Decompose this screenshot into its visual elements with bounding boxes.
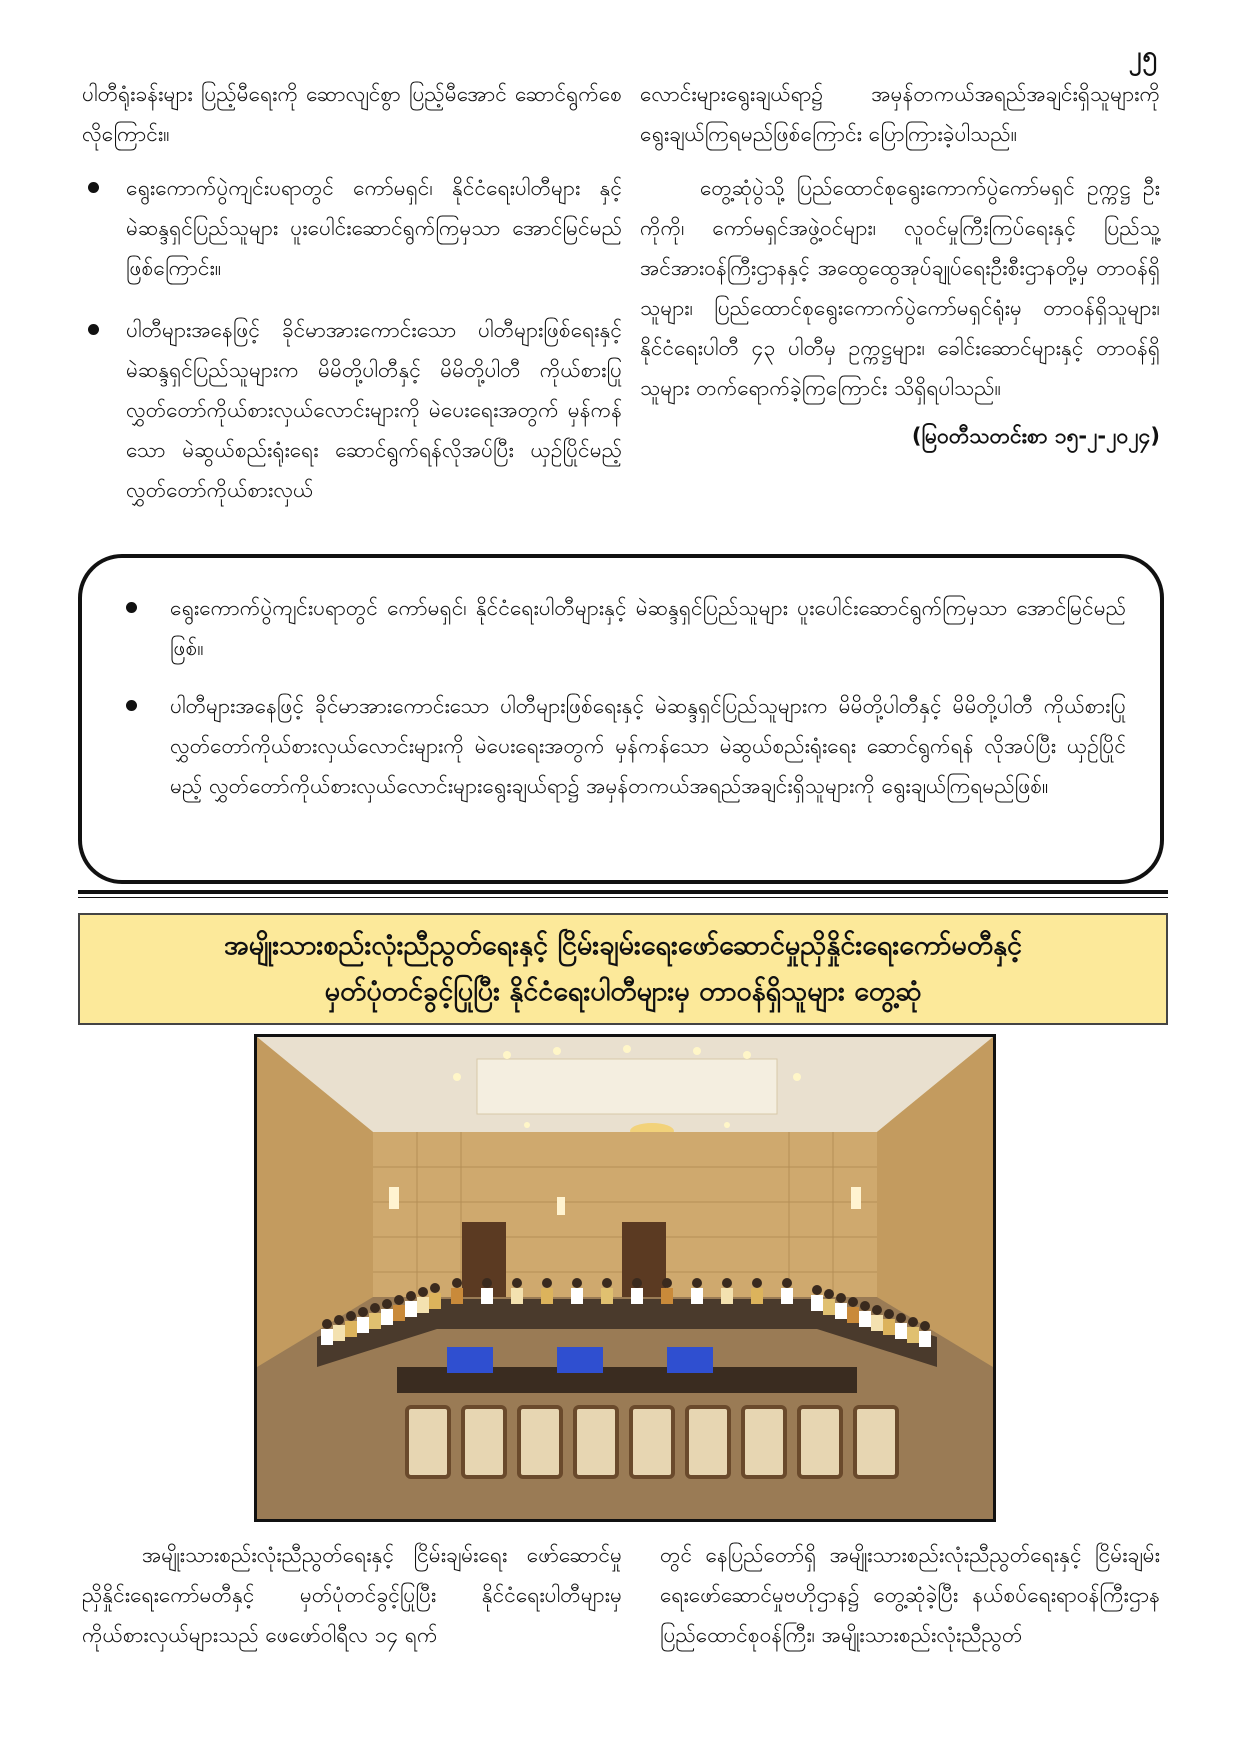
summary-list — [116, 588, 1126, 806]
person-body — [601, 1288, 613, 1304]
left-column — [82, 74, 622, 532]
person-head — [418, 1287, 428, 1297]
wall-lamp — [851, 1187, 861, 1209]
person-head — [322, 1319, 332, 1329]
person-body — [357, 1317, 369, 1333]
person-head — [722, 1278, 732, 1288]
person-head — [920, 1321, 930, 1331]
bullet-dot-icon — [126, 602, 137, 613]
person-head — [662, 1278, 672, 1288]
person-body — [751, 1288, 763, 1304]
bottom-left-paragraph: အမျိုးသားစည်းလုံးညီညွတ်ရေးနှင့် ငြိမ်းချမ်းရေး ဖော်ဆောင်မှုညှိနှိုင်းရေးကော်မတီနှင့် မှတ်ပုံတင်ခွင့်ပြုပြီး နိုင်ငံရေးပါတီများမှ ကိုယ်စားလှယ်များသည် ဖေဖော်ဝါရီလ ၁၄ ရက် — [82, 1543, 622, 1647]
right-column — [640, 74, 1160, 456]
person-head — [692, 1278, 702, 1288]
person-head — [836, 1293, 846, 1303]
right-body-paragraph: တွေ့ဆုံပွဲသို့ ပြည်ထောင်စုရွေးကောက်ပွဲကော်မရှင် ဥက္ကဋ္ဌ ဦးကိုကို၊ ကော်မရှင်အဖွဲ့ဝင်များ၊ လူဝင်မှုကြီးကြပ်ရေးနှင့် ပြည်သူ့အင်အားဝန်ကြီးဌာနနှင့် အထွေထွေအုပ်ချုပ်ရေးဦးစီးဌာနတို့မှ တာဝန်ရှိသူများ၊ ပြည်ထောင်စုရွေးကောက်ပွဲကော်မရှင်ရုံးမှ တာဝန်ရှိသူများ၊ နိုင်ငံရေးပါတီ ၄၃ ပါတီမှ ဥက္ကဋ္ဌများ၊ ခေါင်းဆောင်များနှင့် တာဝန်ရှိသူများ တက်ရောက်ခဲ့ကြကြောင်း သိရှိရပါသည်။ — [640, 176, 1160, 400]
person-head — [572, 1278, 582, 1288]
person-body — [481, 1288, 493, 1304]
summary-item-text: ရွေးကောက်ပွဲကျင်းပရာတွင် ကော်မရှင်၊ နိုင်ငံရေးပါတီများနှင့် မဲဆန္ဒရှင်ပြည်သူများ ပူးပေါင်းဆောင်ရွက်ကြမှသာ အောင်မြင်မည်ဖြစ်။ — [170, 596, 1126, 660]
person-body — [835, 1303, 847, 1319]
left-bullet-text: ရွေးကောက်ပွဲကျင်းပရာတွင် ကော်မရှင်၊ နိုင်ငံရေးပါတီများ နှင့် မဲဆန္ဒရှင်ပြည်သူများ ပူးပေါင်းဆောင်ရွက်ကြမှသာ အောင်မြင်မည်ဖြစ်ကြောင်း။ — [126, 176, 622, 280]
chair — [743, 1407, 785, 1477]
person-body — [511, 1288, 523, 1304]
person-body — [823, 1299, 835, 1315]
person-body — [721, 1288, 733, 1304]
person-body — [895, 1323, 907, 1339]
person-head — [406, 1291, 416, 1301]
section-divider-thin — [78, 897, 1168, 898]
person-head — [430, 1283, 440, 1293]
summary-item-text: ပါတီများအနေဖြင့် ခိုင်မာအားကောင်းသော ပါတီများဖြစ်ရေးနှင့် မဲဆန္ဒရှင်ပြည်သူများက မိမိတို့ပါတီနှင့် မိမိတို့ပါတီ ကိုယ်စားပြုလွှတ်တော်ကိုယ်စားလှယ်လောင်းများကို မဲပေးရေးအတွက် မှန်ကန်သော မဲဆွယ်စည်းရုံးရေး ဆောင်ရွက်ရန် လိုအပ်ပြီး ယှဉ်ပြိုင်မည့် လွှတ်တော်ကိုယ်စားလှယ်လောင်းများရွေးချယ်ရာ၌ အမှန်တကယ်အရည်အချင်းရှိသူများကို ရွေးချယ်ကြရမည်ဖြစ်။ — [170, 694, 1126, 798]
chair — [407, 1407, 449, 1477]
headline-line-2: မှတ်ပုံတင်ခွင့်ပြုပြီး နိုင်ငံရေးပါတီများမှ တာဝန်ရှိသူများ တွေ့ဆုံ — [324, 976, 922, 1007]
person-head — [370, 1303, 380, 1313]
person-head — [896, 1313, 906, 1323]
left-intro-paragraph: ပါတီရုံးခန်းများ ပြည့်မီရေးကို ဆောလျင်စွာ ပြည့်မီအောင် ဆောင်ရွက်စေလိုကြောင်း။ — [82, 82, 622, 146]
person-head — [884, 1309, 894, 1319]
person-body — [405, 1301, 417, 1317]
chair — [687, 1407, 729, 1477]
person-head — [382, 1299, 392, 1309]
bottom-right-paragraph: တွင် နေပြည်တော်ရှိ အမျိုးသားစည်းလုံးညီညွတ်ရေးနှင့် ငြိမ်းချမ်းရေးဖော်ဆောင်မှုဗဟိုဌာန၌ တွေ့ဆုံခဲ့ပြီး နယ်စပ်ရေးရာဝန်ကြီးဌာန ပြည်ထောင်စုဝန်ကြီး၊ အမျိုးသားစည်းလုံးညီညွတ် — [660, 1543, 1160, 1647]
chair — [575, 1407, 617, 1477]
person-body — [919, 1331, 931, 1347]
person-body — [811, 1295, 823, 1311]
section-divider-thick — [78, 890, 1168, 894]
left-bullet-text: ပါတီများအနေဖြင့် ခိုင်မာအားကောင်းသော ပါတီများဖြစ်ရေးနှင့် မဲဆန္ဒရှင်ပြည်သူများက မိမိတို့ပါတီနှင့် မိမိတို့ပါတီ ကိုယ်စားပြု လွှတ်တော်ကိုယ်စားလှယ်လောင်းများကို မဲပေးရေးအတွက် မှန်ကန်သော မဲဆွယ်စည်းရုံးရေး ဆောင်ရွက်ရန်လိုအပ်ပြီး ယှဉ်ပြိုင်မည့် လွှတ်တော်ကိုယ်စားလှယ် — [126, 318, 622, 502]
person-body — [871, 1315, 883, 1331]
left-bullet-item — [82, 168, 622, 288]
person-body — [451, 1288, 463, 1304]
person-body — [691, 1288, 703, 1304]
bullet-dot-icon — [88, 324, 99, 335]
person-head — [512, 1278, 522, 1288]
person-body — [429, 1293, 441, 1309]
bullet-dot-icon — [126, 700, 137, 711]
person-body — [883, 1319, 895, 1335]
person-head — [752, 1278, 762, 1288]
person-head — [358, 1307, 368, 1317]
person-body — [541, 1288, 553, 1304]
summary-item — [116, 588, 1126, 668]
monitor — [667, 1347, 713, 1373]
left-bullet-list — [82, 168, 622, 510]
person-head — [394, 1295, 404, 1305]
person-head — [482, 1278, 492, 1288]
person-head — [334, 1315, 344, 1325]
person-head — [452, 1278, 462, 1288]
person-head — [782, 1278, 792, 1288]
front-chairs — [407, 1407, 897, 1477]
monitor — [447, 1347, 493, 1373]
bullet-dot-icon — [88, 182, 99, 193]
person-body — [345, 1321, 357, 1337]
summary-item — [116, 686, 1126, 806]
headline-banner — [78, 913, 1168, 1025]
person-head — [908, 1317, 918, 1327]
person-head — [812, 1285, 822, 1295]
person-head — [860, 1301, 870, 1311]
chair — [855, 1407, 897, 1477]
chair — [519, 1407, 561, 1477]
person-body — [393, 1305, 405, 1321]
chair — [799, 1407, 841, 1477]
wall-lamp — [557, 1197, 565, 1215]
person-body — [847, 1307, 859, 1323]
door-right — [622, 1222, 666, 1297]
person-body — [631, 1288, 643, 1304]
source-citation: (မြဝတီသတင်းစာ ၁၅-၂-၂၀၂၄) — [911, 424, 1160, 448]
person-head — [346, 1311, 356, 1321]
person-head — [542, 1278, 552, 1288]
person-body — [333, 1325, 345, 1341]
meeting-hall-photo — [254, 1034, 996, 1522]
person-body — [661, 1288, 673, 1304]
person-head — [872, 1305, 882, 1315]
meeting-hall-illustration — [257, 1037, 993, 1519]
person-body — [417, 1297, 429, 1313]
person-head — [632, 1278, 642, 1288]
wall-lamp — [389, 1187, 399, 1209]
summary-box — [78, 554, 1164, 884]
page-number: ၂၅ — [1128, 41, 1158, 71]
person-body — [571, 1288, 583, 1304]
person-head — [848, 1297, 858, 1307]
person-head — [602, 1278, 612, 1288]
person-body — [907, 1327, 919, 1343]
person-body — [321, 1329, 333, 1345]
headline-line-1: အမျိုးသားစည်းလုံးညီညွတ်ရေးနှင့် ငြိမ်းချမ်းရေးဖော်ဆောင်မှုညှိနှိုင်းရေးကော်မတီနှင့် — [223, 930, 1023, 961]
person-head — [824, 1289, 834, 1299]
left-bullet-item — [82, 310, 622, 510]
chair — [463, 1407, 505, 1477]
monitor — [557, 1347, 603, 1373]
person-body — [369, 1313, 381, 1329]
person-body — [781, 1288, 793, 1304]
right-continuation-paragraph: လောင်းများရွေးချယ်ရာ၌ အမှန်တကယ်အရည်အချင်းရှိသူများကို ရွေးချယ်ကြရမည်ဖြစ်ကြောင်း ပြောကြားခဲ့ပါသည်။ — [640, 82, 1160, 146]
chair — [631, 1407, 673, 1477]
ceiling-panel — [477, 1059, 777, 1114]
person-body — [381, 1309, 393, 1325]
person-body — [859, 1311, 871, 1327]
